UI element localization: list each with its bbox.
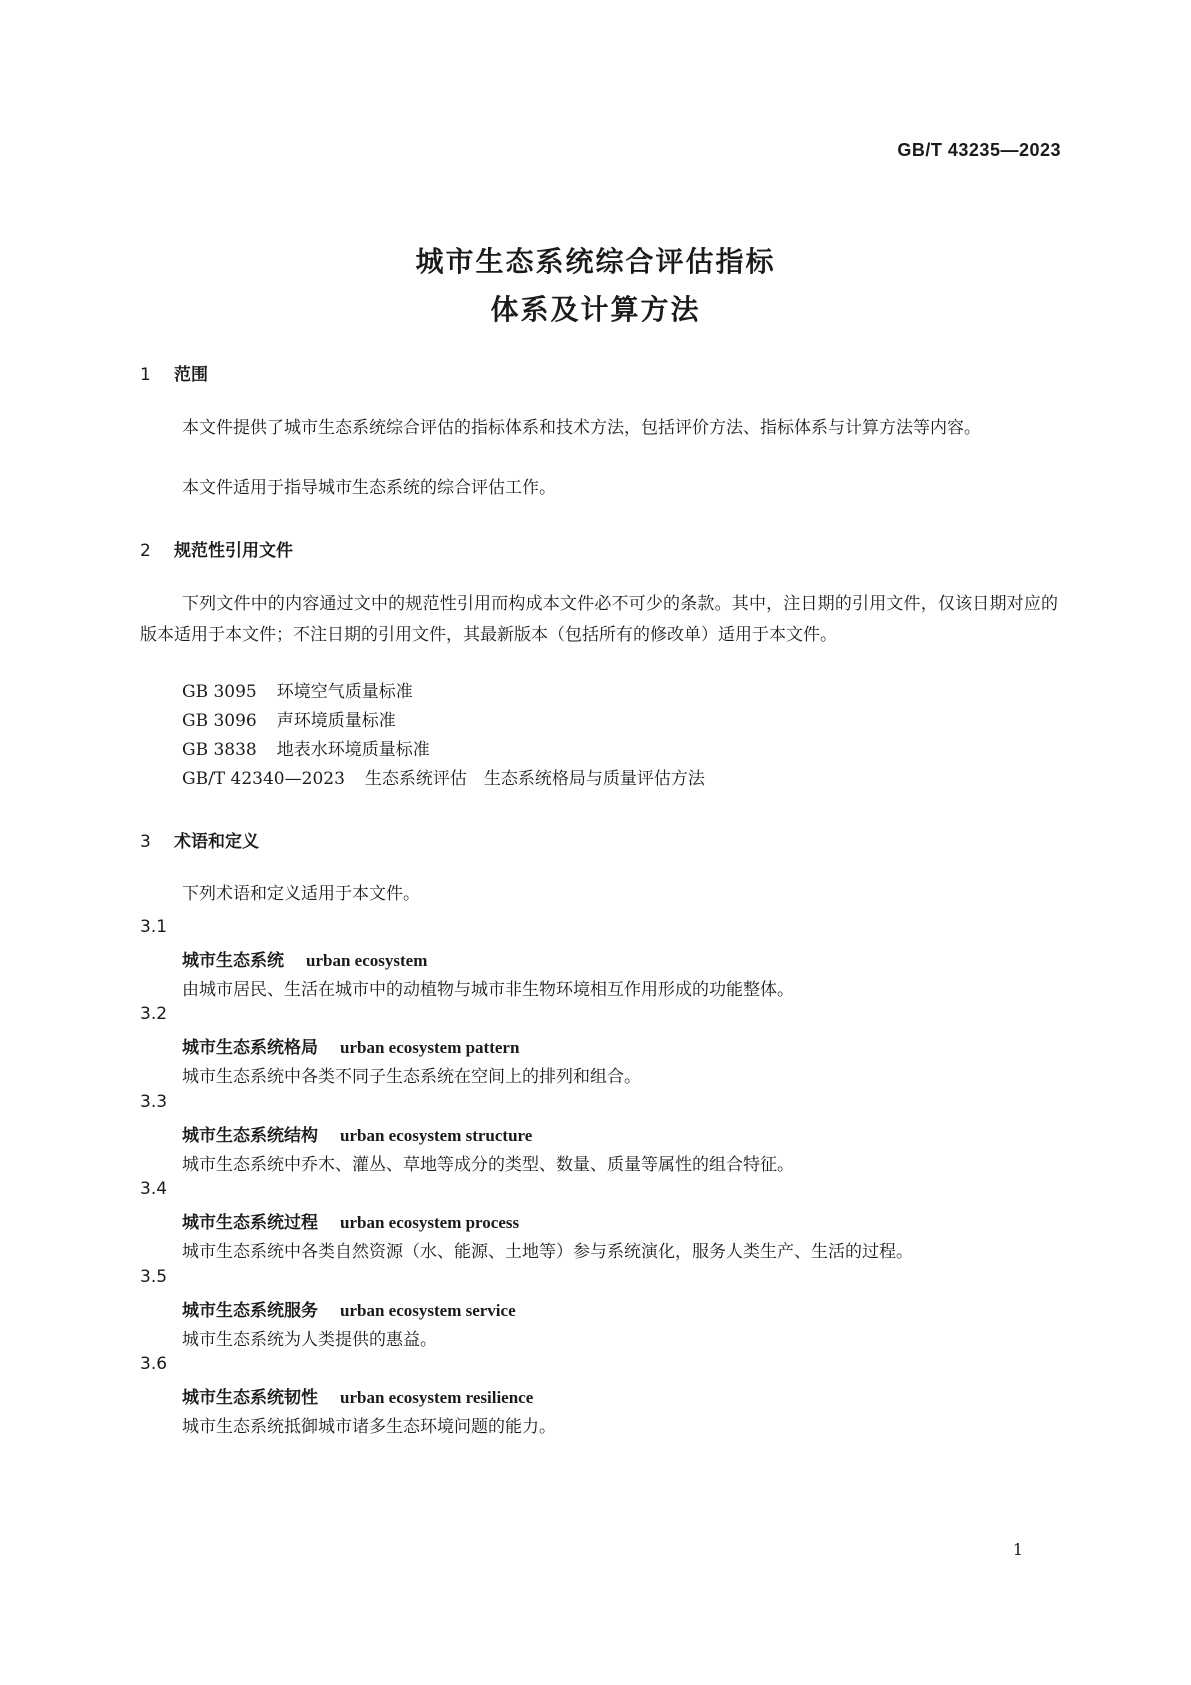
reference-title: 环境空气质量标准 (276, 682, 413, 702)
reference-code: GB 3095 (182, 682, 257, 702)
term-number: 3.1 (140, 917, 168, 937)
term-definition: 城市生态系统为人类提供的惠益。 (182, 1330, 437, 1350)
section-number: 2 (140, 541, 151, 561)
term-english: urban ecosystem service (340, 1301, 516, 1320)
section-title: 范围 (174, 365, 208, 385)
reference-code: GB/T 42340—2023 (182, 769, 345, 789)
document-code: GB/T 43235—2023 (897, 140, 1061, 160)
term-entry (182, 1121, 532, 1146)
term-definition: 城市生态系统抵御城市诸多生态环境问题的能力。 (182, 1417, 556, 1437)
reference-title: 生态系统评估 生态系统格局与质量评估方法 (364, 769, 705, 789)
term-chinese: 城市生态系统格局 (182, 1038, 318, 1058)
section-title: 术语和定义 (174, 832, 259, 852)
term-number: 3.6 (140, 1354, 168, 1374)
document-title (0, 238, 1191, 334)
reference-title: 地表水环境质量标准 (276, 740, 430, 760)
reference-code: GB 3838 (182, 740, 257, 760)
term-definition: 由城市居民、生活在城市中的动植物与城市非生物环境相互作用形成的功能整体。 (182, 980, 794, 1000)
section-number: 3 (140, 832, 151, 852)
term-chinese: 城市生态系统过程 (182, 1213, 318, 1233)
reference-item (182, 706, 396, 737)
term-entry (182, 1383, 533, 1408)
term-chinese: 城市生态系统韧性 (182, 1388, 318, 1408)
term-definition: 城市生态系统中乔木、灌丛、草地等成分的类型、数量、质量等属性的组合特征。 (182, 1155, 794, 1175)
title-line-2: 体系及计算方法 (490, 293, 701, 326)
term-chinese: 城市生态系统服务 (182, 1301, 318, 1321)
term-entry (182, 946, 427, 971)
term-english: urban ecosystem process (340, 1213, 520, 1232)
section-heading-scope (140, 360, 208, 385)
reference-item (182, 677, 413, 708)
term-english: urban ecosystem pattern (340, 1038, 520, 1057)
term-definition: 城市生态系统中各类自然资源（水、能源、土地等）参与系统演化，服务人类生产、生活的过程。 (182, 1242, 913, 1262)
section-heading-terms (140, 827, 259, 852)
scope-paragraph-1: 本文件提供了城市生态系统综合评估的指标体系和技术方法，包括评价方法、指标体系与计算方法等内容。 (182, 418, 981, 438)
term-number: 3.3 (140, 1092, 168, 1112)
term-chinese: 城市生态系统 (182, 951, 284, 971)
section-title: 规范性引用文件 (174, 541, 293, 561)
term-entry (182, 1208, 519, 1233)
section-number: 1 (140, 365, 151, 385)
page-number: 1 (1012, 1540, 1023, 1559)
term-entry (182, 1296, 516, 1321)
term-english: urban ecosystem resilience (340, 1388, 534, 1407)
section-heading-normative-references (140, 536, 293, 561)
normative-references-intro: 下列文件中的内容通过文中的规范性引用而构成本文件必不可少的条款。其中，注日期的引用文件，仅该日期对应的版本适用于本文件；不注日期的引用文件，其最新版本（包括所有的修改单）适用于本文件。 (140, 594, 1058, 645)
terms-intro: 下列术语和定义适用于本文件。 (182, 884, 420, 904)
term-english: urban ecosystem (306, 951, 428, 970)
reference-title: 声环境质量标准 (276, 711, 396, 731)
scope-paragraph-2: 本文件适用于指导城市生态系统的综合评估工作。 (182, 478, 556, 498)
reference-item (182, 735, 430, 766)
reference-item (182, 764, 705, 795)
term-definition: 城市生态系统中各类不同子生态系统在空间上的排列和组合。 (182, 1067, 641, 1087)
term-number: 3.5 (140, 1267, 168, 1287)
title-line-1: 城市生态系统综合评估指标 (415, 245, 776, 278)
reference-code: GB 3096 (182, 711, 257, 731)
term-entry (182, 1033, 519, 1058)
term-number: 3.2 (140, 1004, 168, 1024)
term-number: 3.4 (140, 1179, 168, 1199)
term-chinese: 城市生态系统结构 (182, 1126, 318, 1146)
term-english: urban ecosystem structure (340, 1126, 533, 1145)
